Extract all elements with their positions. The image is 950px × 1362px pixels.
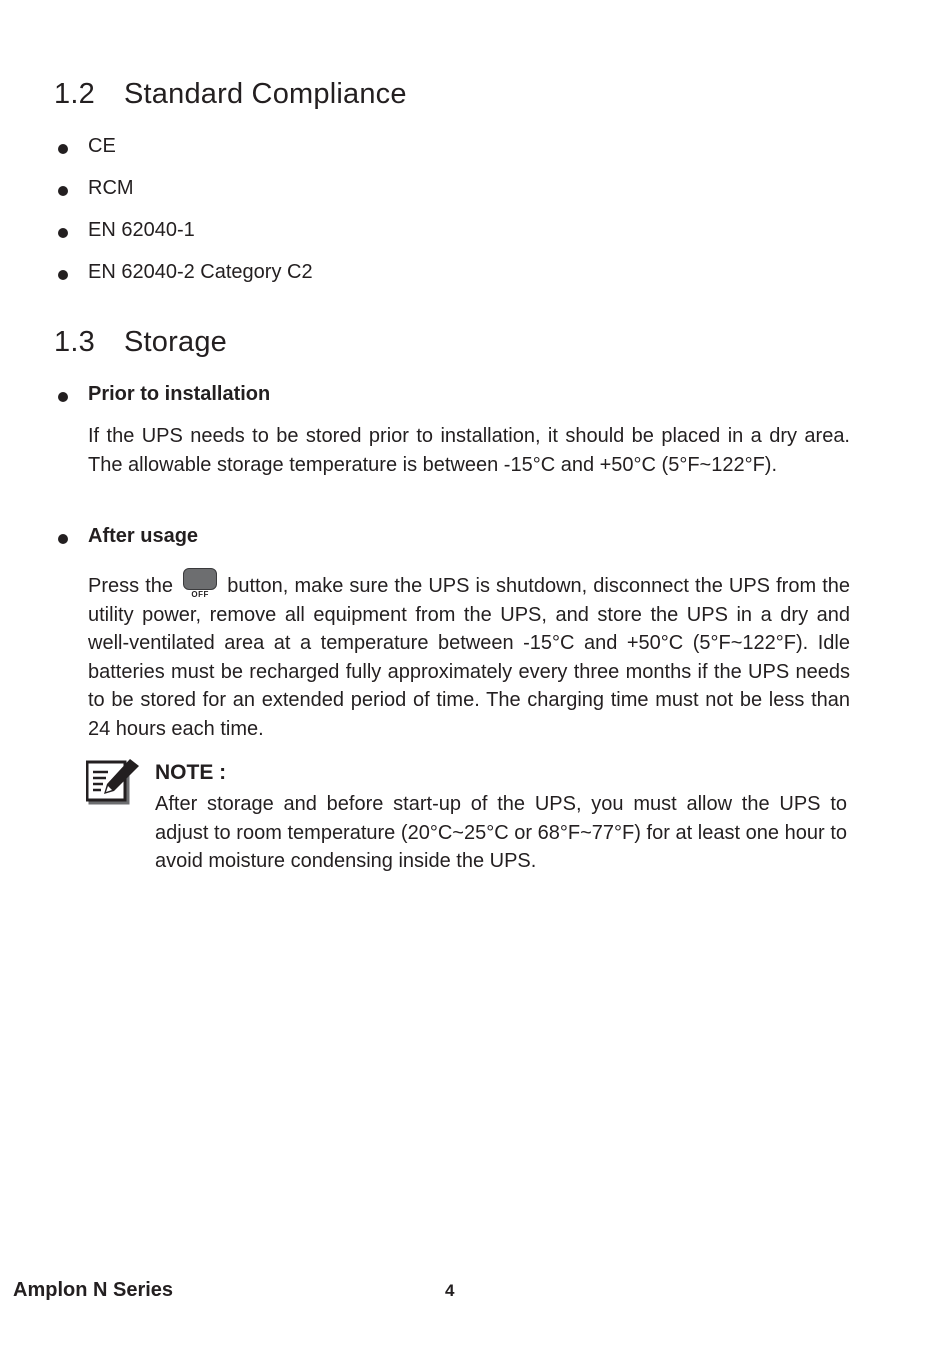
- footer-product-name: Amplon N Series: [13, 1279, 174, 1301]
- compliance-item: EN 62040-1: [88, 219, 195, 241]
- prior-installation-paragraph: If the UPS needs to be stored prior to installation, it should be placed in a dry area. The allowable storage temperature is between -15°C and +50°C (5°F~122°F).: [88, 425, 850, 476]
- bullet-icon: [58, 144, 68, 154]
- section-number: 1.3: [54, 326, 95, 358]
- section-heading-storage: [54, 326, 227, 359]
- page-number: 4: [445, 1281, 455, 1300]
- off-button-label: OFF: [191, 590, 209, 599]
- subsection-title: After usage: [88, 525, 199, 547]
- section-number: 1.2: [54, 78, 95, 110]
- off-button-icon: [182, 568, 218, 600]
- paragraph-text: button, make sure the UPS is shutdown, disconnect the UPS from the utility power, remove all equipment from the UPS, and store the UPS in a dry and well-ventilated area at a temperature between -15°C and +50°C (5°F~122°F). Idle batteries must be recharged fully approximately every three months if the UPS needs to be stored for an extended period of time. The charging time must not be less than 24 hours each time.: [88, 575, 850, 740]
- section-title: Storage: [124, 326, 227, 358]
- bullet-icon: [58, 186, 68, 196]
- compliance-item: EN 62040-2 Category C2: [88, 261, 313, 283]
- bullet-icon: [58, 392, 68, 402]
- bullet-icon: [58, 534, 68, 544]
- paragraph-text: Press the: [88, 575, 180, 597]
- after-usage-paragraph: [88, 568, 850, 743]
- bullet-icon: [58, 270, 68, 280]
- compliance-item: CE: [88, 135, 116, 157]
- subsection-title: Prior to installation: [88, 383, 271, 405]
- note-edit-icon: [86, 757, 142, 807]
- section-title: Standard Compliance: [124, 78, 407, 110]
- section-heading-standard-compliance: [54, 78, 407, 111]
- bullet-icon: [58, 228, 68, 238]
- compliance-item: RCM: [88, 177, 134, 199]
- note-label: NOTE :: [155, 761, 227, 784]
- note-text: After storage and before start-up of the UPS, you must allow the UPS to adjust to room temperature (20°C~25°C or 68°F~77°F) for at least one hour to avoid moisture condensing inside the UPS.: [155, 793, 847, 872]
